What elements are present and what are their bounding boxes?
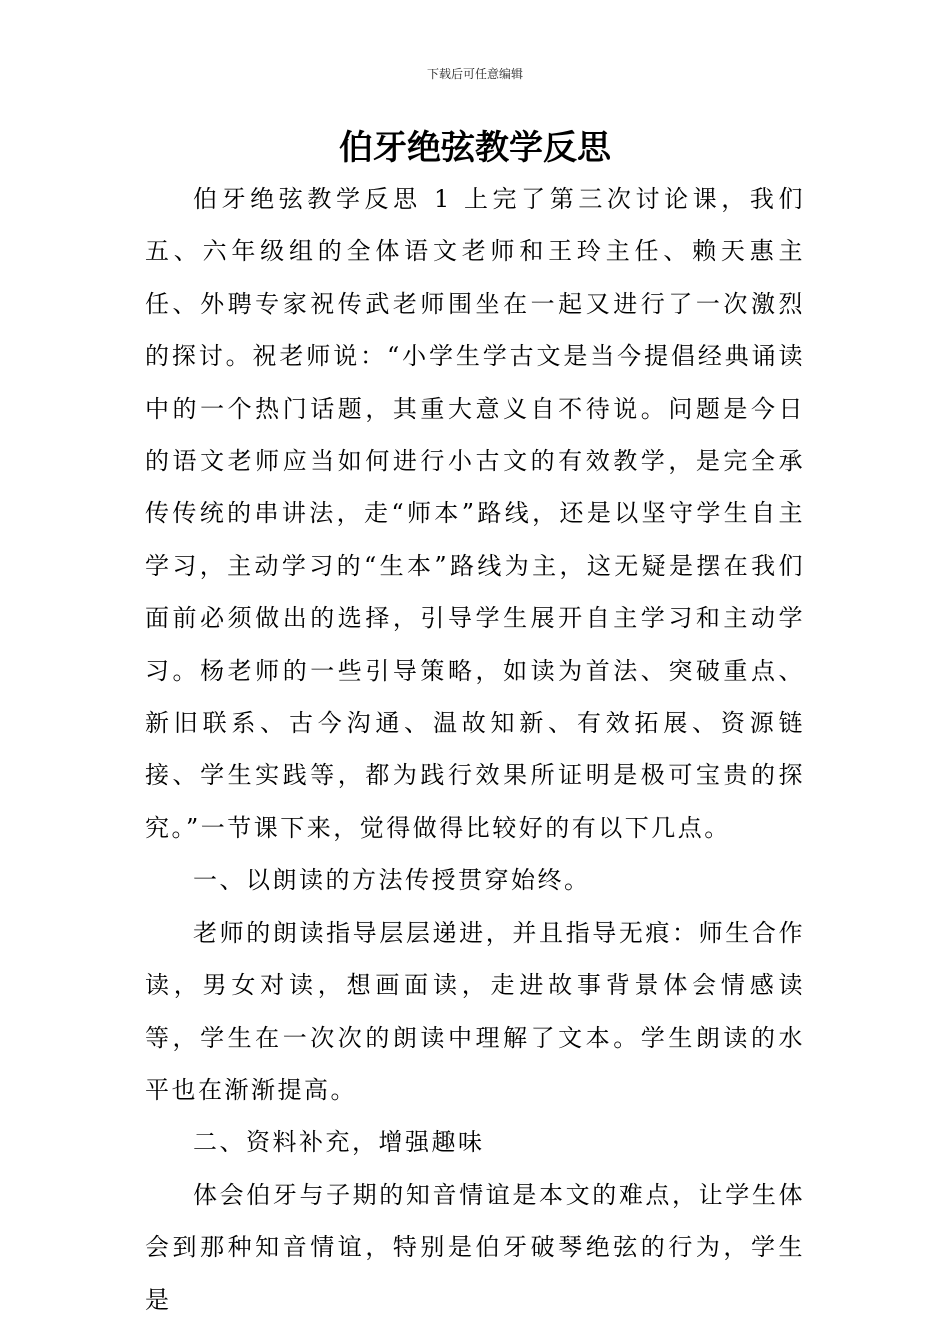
paragraph-reading: 老师的朗读指导层层递进，并且指导无痕：师生合作读，男女对读，想画面读，走进故事背景体会情感读等，学生在一次次的朗读中理解了文本。学生朗读的水平也在渐渐提高。 bbox=[145, 918, 805, 1104]
paragraph-intro: 伯牙绝弦教学反思 1 上完了第三次讨论课，我们五、六年级组的全体语文老师和王玲主任、赖天惠主任、外聘专家祝传武老师围坐在一起又进行了一次激烈的探讨。祝老师说：“小学生学古文是当今提倡经典诵读中的一个热门话题，其重大意义自不待说。问题是今日的语文老师应当如何进行小古文的有效教学，是完全承传传统的串讲法，走“师本”路线，还是以坚守学生自主学习，主动学习的“生本”路线为主，这无疑是摆在我们面前必须做出的选择，引导学生展开自主学习和主动学习。杨老师的一些引导策略，如读为首法、突破重点、新旧联系、古今沟通、温故知新、有效拓展、资源链接、学生实践等，都为践行效果所证明是极可宝贵的探究。”一节课下来，觉得做得比较好的有以下几点。 bbox=[145, 185, 805, 842]
page-title: 伯牙绝弦教学反思 bbox=[339, 128, 611, 168]
section-heading-2: 二、资料补充，增强趣味 bbox=[193, 1128, 485, 1157]
header-note: 下载后可任意编辑 bbox=[426, 67, 523, 81]
paragraph-materials: 体会伯牙与子期的知音情谊是本文的难点，让学生体会到那种知音情谊，特别是伯牙破琴绝弦的行为，学生是 bbox=[145, 1180, 805, 1314]
section-heading-1: 一、以朗读的方法传授贯穿始终。 bbox=[193, 866, 591, 895]
document-body bbox=[145, 173, 805, 1326]
